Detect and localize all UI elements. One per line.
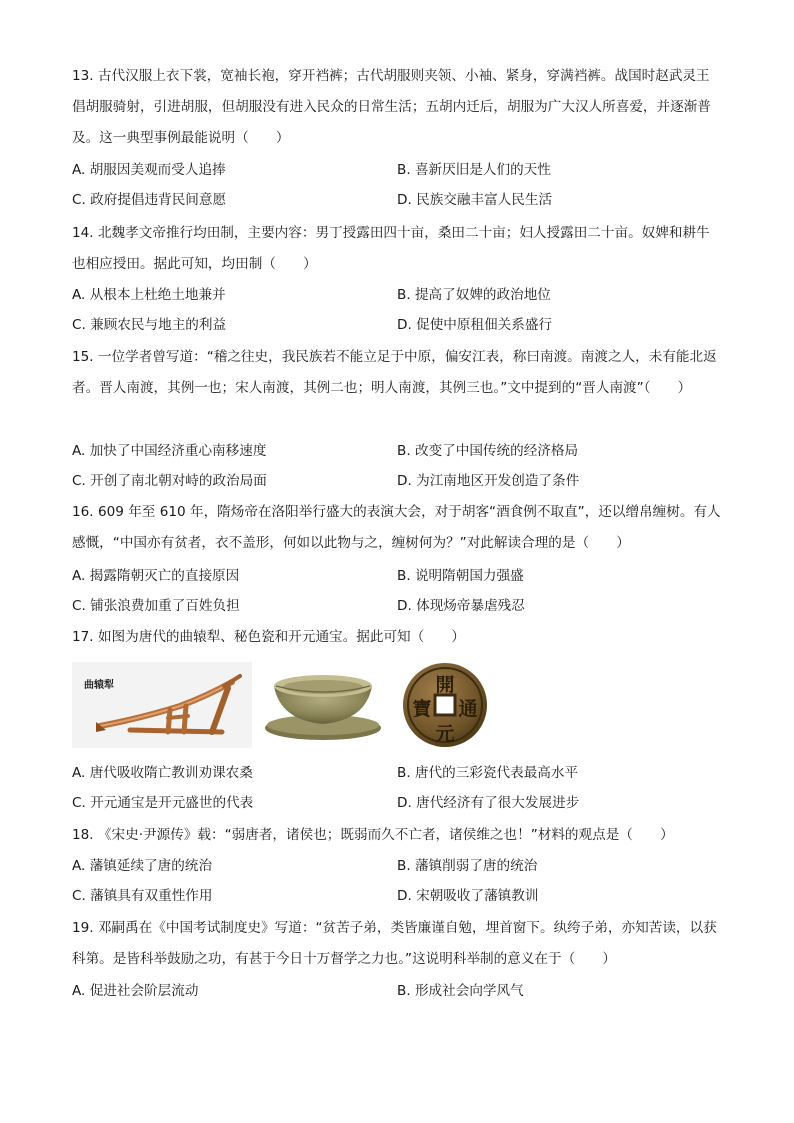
option-17-b[interactable]: B. 唐代的三彩瓷代表最高水平 <box>397 765 579 781</box>
option-16-b[interactable]: B. 说明隋朝国力强盛 <box>397 568 524 584</box>
question-19-options <box>72 976 722 1006</box>
option-18-a[interactable]: A. 藩镇延续了唐的统治 <box>72 858 213 874</box>
question-17-stem <box>72 622 722 653</box>
option-17-a[interactable]: A. 唐代吸收隋亡教训劝课农桑 <box>72 765 253 781</box>
option-16-c[interactable]: C. 铺张浪费加重了百姓负担 <box>72 598 240 614</box>
question-19-stem <box>72 913 722 975</box>
question-18-text: 18. 《宋史·尹源传》载：“弱唐者，诸侯也；既弱而久不亡者，诸侯维之也！”材料的观点是（ ） <box>72 827 674 843</box>
option-13-c[interactable]: C. 政府提倡违背民间意愿 <box>72 192 227 208</box>
question-14-text: 14. 北魏孝文帝推行均田制，主要内容：男丁授露田四十亩，桑田二十亩；妇人授露田二十亩。奴婢和耕牛也相应授田。据此可知，均田制（ ） <box>72 225 710 272</box>
option-19-b[interactable]: B. 形成社会向学风气 <box>397 983 524 999</box>
question-15-text: 15. 一位学者曾写道：“稽之往史，我民族若不能立足于中原，偏安江表，称曰南渡。南渡之人，未有能北返者。晋人南渡，其例一也；宋人南渡，其例二也；明人南渡，其例三也。”文中提到的“晋人南渡”（ ） <box>72 349 717 396</box>
option-16-a[interactable]: A. 揭露隋朝灭亡的直接原因 <box>72 568 240 584</box>
question-19-text: 19. 邓嗣禹在《中国考试制度史》写道：“贫苦子弟，类皆廉谨自勉，埋首窗下。纨绔子弟，亦知苦读，以获科第。是皆科举鼓励之功，有甚于今日十万督学之力也。”这说明科举制的意义在于（ ） <box>72 920 717 967</box>
quyuan-plough-image <box>72 662 252 748</box>
coin-char-bottom: 元 <box>435 723 455 745</box>
option-13-a[interactable]: A. 胡服因美观而受人追捧 <box>72 162 226 178</box>
option-15-b[interactable]: B. 改变了中国传统的经济格局 <box>397 443 579 459</box>
question-18-stem <box>72 820 722 851</box>
option-16-d[interactable]: D. 体现炀帝暴虐残忍 <box>397 598 525 614</box>
question-14-options <box>72 280 722 340</box>
option-13-d[interactable]: D. 民族交融丰富人民生活 <box>397 192 553 208</box>
celadon-bowl-drawing <box>258 662 388 748</box>
option-18-b[interactable]: B. 藩镇削弱了唐的统治 <box>397 858 538 874</box>
celadon-bowl-image <box>258 662 388 748</box>
option-13-b[interactable]: B. 喜新厌旧是人们的天性 <box>397 162 551 178</box>
question-15-options <box>72 436 722 496</box>
question-13-stem <box>72 61 722 154</box>
coin-char-top: 開 <box>435 674 455 696</box>
option-17-c[interactable]: C. 开元通宝是开元盛世的代表 <box>72 795 254 811</box>
question-16-text: 16. 609 年至 610 年，隋炀帝在洛阳举行盛大的表演大会，对于胡客“酒食例不取直”，还以缯帛缠树。有人感慨，“中国亦有贫者，衣不盖形，何如以此物与之，缠树何为？”对此解读合理的是（ ） <box>72 504 721 551</box>
question-17-text: 17. 如图为唐代的曲辕犁、秘色瓷和开元通宝。据此可知（ ） <box>72 629 465 645</box>
option-14-b[interactable]: B. 提高了奴婢的政治地位 <box>397 287 551 303</box>
coin-char-right: 通 <box>458 698 478 720</box>
option-17-d[interactable]: D. 唐代经济有了很大发展进步 <box>397 795 580 811</box>
question-16-options <box>72 561 722 621</box>
option-18-d[interactable]: D. 宋朝吸收了藩镇教训 <box>397 888 539 904</box>
question-15-stem <box>72 342 722 404</box>
plough-drawing <box>72 662 252 748</box>
option-15-c[interactable]: C. 开创了南北朝对峙的政治局面 <box>72 473 267 489</box>
question-13-text: 13. 古代汉服上衣下裳，宽袖长袍，穿开裆裤；古代胡服则夹领、小袖、紧身，穿满裆裤。战国时赵武灵王倡胡服骑射，引进胡服，但胡服没有进入民众的日常生活；五胡内迁后，胡服为广大汉人所喜爱，并逐渐普及。这一典型事例最能说明（ ） <box>72 68 711 146</box>
option-14-a[interactable]: A. 从根本上杜绝土地兼并 <box>72 287 226 303</box>
kaiyuan-coin-image <box>400 660 490 750</box>
question-18-options <box>72 851 722 911</box>
option-14-d[interactable]: D. 促使中原租佃关系盛行 <box>397 317 553 333</box>
coin-char-left: 寶 <box>412 698 432 720</box>
option-15-a[interactable]: A. 加快了中国经济重心南移速度 <box>72 443 267 459</box>
question-16-stem <box>72 497 722 559</box>
plough-label: 曲辕犁 <box>84 680 114 691</box>
question-13-options <box>72 155 722 215</box>
option-15-d[interactable]: D. 为江南地区开发创造了条件 <box>397 473 580 489</box>
question-17-options <box>72 758 722 818</box>
option-14-c[interactable]: C. 兼顾农民与地主的利益 <box>72 317 227 333</box>
question-14-stem <box>72 218 722 280</box>
option-18-c[interactable]: C. 藩镇具有双重性作用 <box>72 888 213 904</box>
option-19-a[interactable]: A. 促进社会阶层流动 <box>72 983 199 999</box>
